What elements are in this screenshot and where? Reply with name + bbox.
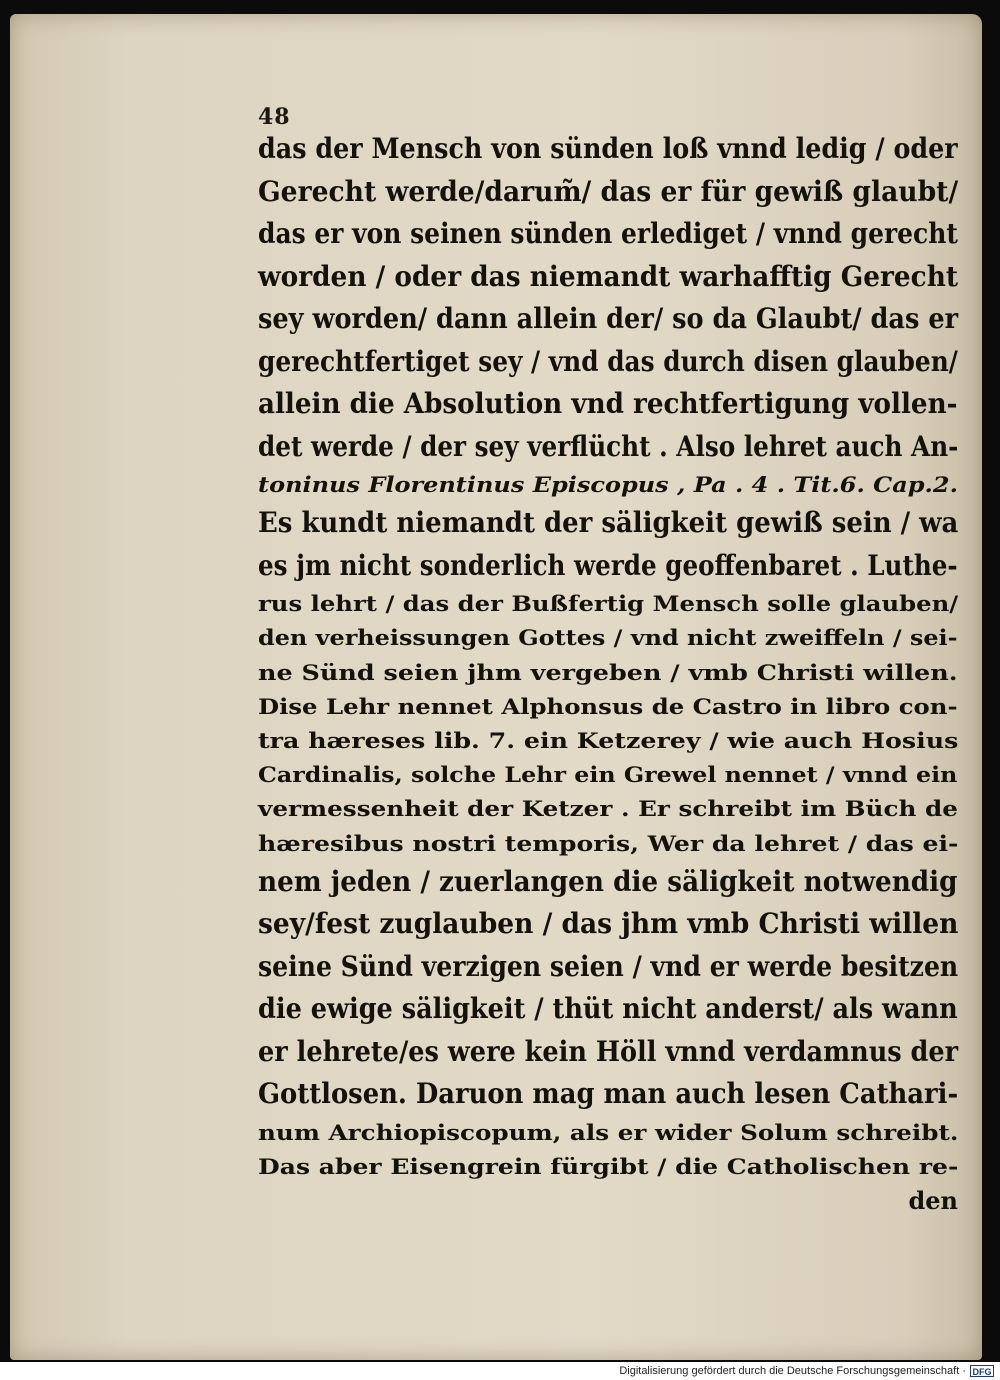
catchword: den <box>908 1186 958 1216</box>
text-line: toninus Florentinus Episcopus , Pa . 4 . Tit.6. Cap.2. <box>258 472 958 497</box>
text-line: Es kundt niemandt der säligkeit gewiß sein / wa <box>258 506 959 540</box>
text-line: gerechtfertiget sey / vnd das durch disen glauben/ <box>258 344 958 378</box>
text-line: er lehrete/es were kein Höll vnnd verdamnus der <box>258 1034 959 1068</box>
text-line: worden / oder das niemandt warhafftig Gerecht <box>258 259 959 293</box>
text-line: tra hæreses lib. 7. ein Ketzerey / wie auch Hosius <box>258 727 959 753</box>
text-block <box>258 128 958 1218</box>
text-line: nem jeden / zuerlangen die säligkeit notwendig <box>258 864 958 898</box>
dfg-logo-icon: DFG <box>970 1365 994 1377</box>
text-line: rus lehrt / das der Bußfertig Mensch solle glauben/ <box>258 591 959 617</box>
text-line: Gottlosen. Daruon mag man auch lesen Cathari- <box>258 1077 959 1111</box>
text-line: vermessenheit der Ketzer . Er schreibt im Büch de <box>258 796 958 822</box>
text-line: sey worden/ dann allein der/ so da Glaubt/ das er <box>258 302 959 335</box>
text-line: Gerecht werde/darum̃/ das er für gewiß glaubt/ <box>258 174 959 208</box>
footer-credit: Digitalisierung gefördert durch die Deutsche Forschungsgemeinschaft · <box>619 1365 966 1377</box>
text-line: ne Sünd seien jhm vergeben / vmb Christi willen. <box>258 659 958 685</box>
text-line: Das aber Eisengrein fürgibt / die Catholischen re- <box>258 1153 959 1179</box>
text-line: es jm nicht sonderlich werde geoffenbaret . Luthe- <box>258 548 958 582</box>
text-line: das er von seinen sünden erlediget / vnnd gerecht <box>258 217 958 250</box>
text-line: den verheissungen Gottes / vnd nicht zweiffeln / sei- <box>258 625 958 651</box>
text-line: Dise Lehr nennet Alphonsus de Castro in libro con- <box>258 693 958 719</box>
text-line: Cardinalis, solche Lehr ein Grewel nennet / vnnd ein <box>258 762 958 788</box>
text-line: sey/fest zuglauben / das jhm vmb Christi willen <box>258 907 959 941</box>
page-number: 48 <box>258 104 291 130</box>
text-line: seine Sünd verzigen seien / vnd er werde besitzen <box>258 949 959 983</box>
text-line: allein die Absolution vnd rechtfertigung vollen- <box>258 387 958 420</box>
text-line: det werde / der sey verflücht . Also lehret auch An- <box>258 429 959 463</box>
text-line: num Archiopiscopum, als er wider Solum schreibt. <box>258 1119 959 1145</box>
text-line: hæresibus nostri temporis, Wer da lehret / das ei- <box>258 830 959 856</box>
text-line: die ewige säligkeit / thüt nicht anderst/ als wann <box>258 992 958 1026</box>
text-line: das der Mensch von sünden loß vnnd ledig / oder <box>258 132 958 165</box>
